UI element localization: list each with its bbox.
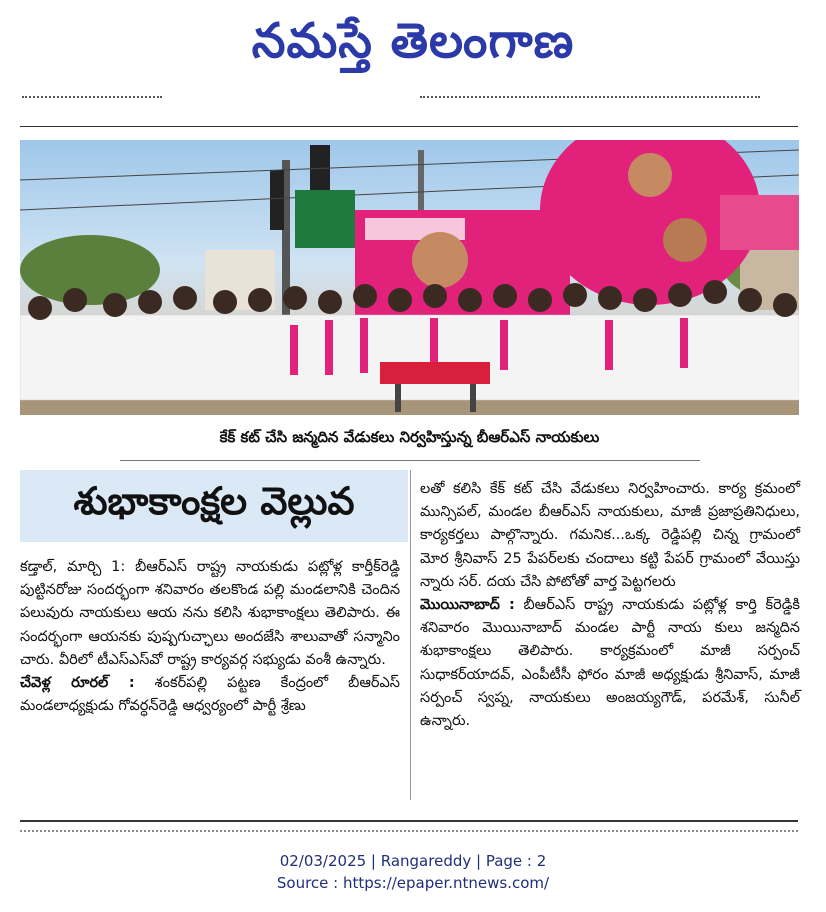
article-headline-box	[20, 470, 408, 542]
article-column-left	[20, 556, 400, 718]
photo-caption: కేక్ కట్ చేసి జన్మదిన వేడుకలు నిర్వహిస్తున్న బీఆర్ఎస్ నాయకులు	[219, 428, 600, 446]
news-photo	[20, 140, 799, 415]
footer-edition-info: 02/03/2025 | Rangareddy | Page : 2	[279, 852, 547, 870]
article-paragraph: లతో కలిసి కేక్ కట్ చేసి వేడుకలు నిర్వహించారు. కార్య క్రమంలో మున్సిపల్, మండల బీఆర్ఎస్ నాయకులు, మాజీ ప్రజాప్రతినిధులు, కార్యకర్తలు పాల్గొన్నారు. గమనిక...ఒక్క రెడ్డిపల్లి చిన్న గ్రామంలో మోర శ్రీనివాస్ 25 పేపర్‌లకు చందాలు కట్టి పేపర్ గ్రామంలో వేయిస్తు న్నారు సర్. దయ చేసి పోటోతో వార్త పెట్టగలరు	[420, 481, 800, 590]
clipped-bottom-strip	[20, 830, 798, 840]
masthead-title: నమస్తే తెలంగాణ	[251, 13, 575, 69]
footer-source-link[interactable]: Source : https://epaper.ntnews.com/	[276, 874, 550, 892]
article-paragraph: చేవెళ్ల రూరల్ : శంకర్‌పల్లి పట్టణ కేంద్రంలో బీఆర్ఎస్ మండలాధ్యక్షుడు గోవర్ధన్‌రెడ్డి ఆధ్వర్యంలో పార్టీ శ్రేణు	[20, 675, 400, 715]
article-column-right	[420, 478, 800, 733]
dateline: మొయినాబాద్ :	[420, 597, 515, 614]
dateline: చేవెళ్ల రూరల్ :	[20, 675, 135, 692]
bottom-divider	[20, 820, 798, 822]
caption-divider	[120, 460, 700, 461]
clipped-text-strip	[0, 92, 826, 110]
article-paragraph: కడ్తాల్, మార్చి 1: బీఆర్ఎస్ రాష్ట్ర నాయకుడు పట్లోళ్ల కార్తీక్‌రెడ్డి పుట్టినరోజు సందర్భంగా శనివారం తలకొండ పల్లి మండలానికి చెందిన పలువురు నాయకులు ఆయ నను కలిసి శుభాకాంక్షలు తెలిపారు. ఈ సందర్భంగా ఆయనకు పుష్పగుచ్ఛాలు అందజేసి శాలువాతో సన్మానిం చారు. వీరిలో టీఎస్ఎస్‌వో రాష్ట్ర కార్యవర్గ సభ్యుడు వంశీ ఉన్నారు.	[20, 559, 400, 668]
article-headline: శుభాకాంక్షల వెల్లువ	[73, 479, 355, 523]
column-separator	[410, 470, 411, 800]
crowd-illustration	[20, 140, 799, 415]
top-divider	[20, 126, 798, 127]
article-paragraph: మొయినాబాద్ : బీఆర్ఎస్ రాష్ట్ర నాయకుడు పట్లోళ్ల కార్తి క్‌రెడ్డికి శనివారం మొయినాబాద్ మండల పార్టీ నాయ కులు జన్మదిన శుభాకాంక్షలు తెలిపారు. కార్యక్రమంలో మాజీ సర్పంచ్ సుధాకర్‌యాదవ్, ఎంపీటీసీ ఫోరం మాజీ అధ్యక్షుడు శ్రీనివాస్, మాజీ సర్పంచ్ స్వప్న, నాయకులు అంజయ్యగౌడ్, పరమేశ్, సునీల్ ఉన్నారు.	[420, 597, 801, 730]
newspaper-masthead	[0, 6, 826, 76]
